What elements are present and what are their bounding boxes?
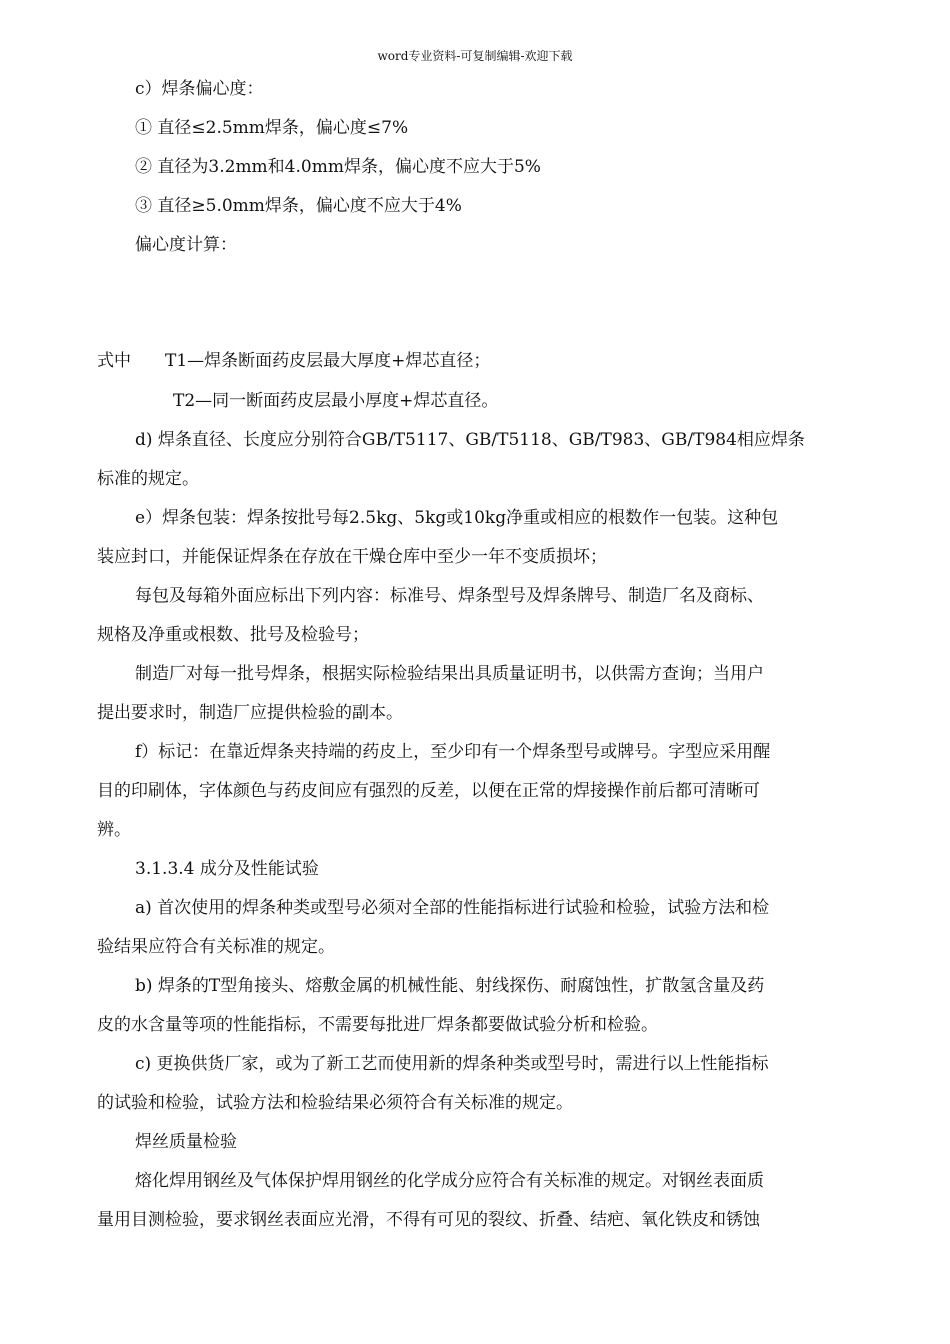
list-item: ① 直径≤2.5mm焊条，偏心度≤7% [135,118,409,138]
paragraph-line: e）焊条包装：焊条按批号每2.5kg、5kg或10kg净重或相应的根数作一包装。这种包 [135,508,779,528]
paragraph-line: 每包及每箱外面应标出下列内容：标准号、焊条型号及焊条牌号、制造厂名及商标、 [135,586,764,606]
paragraph-line: 规格及净重或根数、批号及检验号； [97,625,369,645]
paragraph-line: a) 首次使用的焊条种类或型号必须对全部的性能指标进行试验和检验，试验方法和检 [135,898,770,918]
paragraph-line: 装应封口，并能保证焊条在存放在干燥仓库中至少一年不变质损坏； [97,547,607,567]
list-item: ③ 直径≥5.0mm焊条，偏心度不应大于4% [135,196,462,216]
paragraph-line: 熔化焊用钢丝及气体保护焊用钢丝的化学成分应符合有关标准的规定。对钢丝表面质 [135,1171,764,1191]
section-heading: 3.1.3.4 成分及性能试验 [135,859,319,879]
list-item: ② 直径为3.2mm和4.0mm焊条，偏心度不应大于5% [135,157,541,177]
paragraph-line: d) 焊条直径、长度应分别符合GB/T5117、GB/T5118、GB/T983、GB/T984相应焊条 [135,430,805,450]
paragraph-line: 量用目测检验，要求钢丝表面应光滑，不得有可见的裂纹、折叠、结疤、氧化铁皮和锈蚀 [97,1210,760,1230]
paragraph-line: 提出要求时，制造厂应提供检验的副本。 [97,703,403,723]
definition-t2: T2—同一断面药皮层最小厚度+焊芯直径。 [173,391,499,411]
section-heading: 焊丝质量检验 [135,1132,237,1152]
eccentricity-heading: c）焊条偏心度： [135,79,264,99]
paragraph-line: 制造厂对每一批号焊条，根据实际检验结果出具质量证明书，以供需方查询；当用户 [135,664,764,684]
paragraph-line: 皮的水含量等项的性能指标，不需要每批进厂焊条都要做试验分析和检验。 [97,1015,658,1035]
definition-t1: 式中 T1—焊条断面药皮层最大厚度+焊芯直径； [97,351,491,371]
paragraph-line: 验结果应符合有关标准的规定。 [97,937,335,957]
page-header: word专业资料-可复制编辑-欢迎下载 [377,49,573,63]
paragraph-line: 辨。 [97,820,131,840]
paragraph-line: 标准的规定。 [97,469,199,489]
paragraph-line: 目的印刷体，字体颜色与药皮间应有强烈的反差，以便在正常的焊接操作前后都可清晰可 [97,781,760,801]
calculation-heading: 偏心度计算： [135,235,237,255]
paragraph-line: b) 焊条的T型角接头、熔敷金属的机械性能、射线探伤、耐腐蚀性，扩散氢含量及药 [135,976,765,996]
paragraph-line: f）标记：在靠近焊条夹持端的药皮上，至少印有一个焊条型号或牌号。字型应采用醒 [135,742,771,762]
paragraph-line: 的试验和检验，试验方法和检验结果必须符合有关标准的规定。 [97,1093,573,1113]
paragraph-line: c) 更换供货厂家，或为了新工艺而使用新的焊条种类或型号时，需进行以上性能指标 [135,1054,769,1074]
